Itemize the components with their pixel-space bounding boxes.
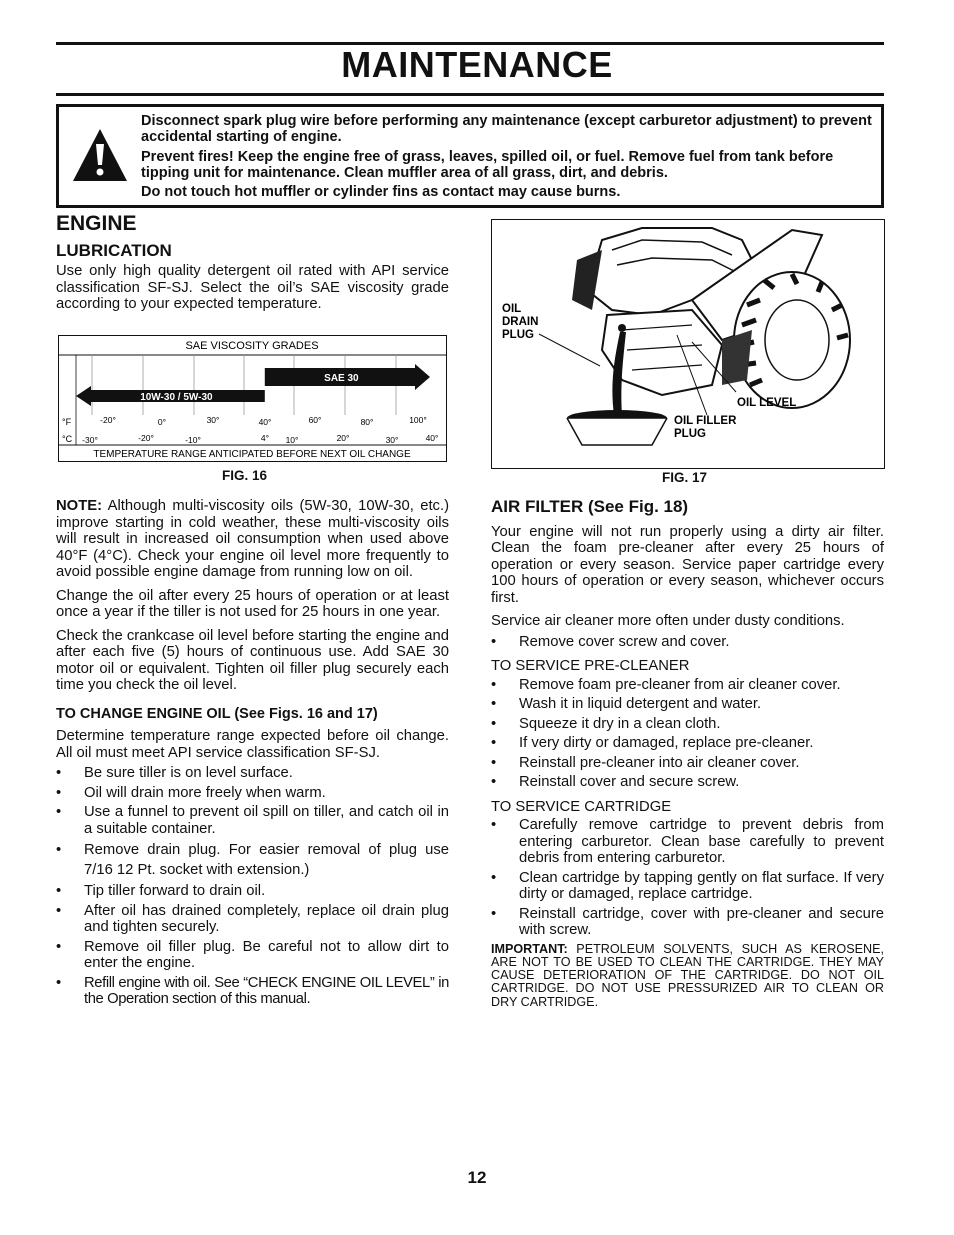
cartridge-steps bbox=[491, 817, 884, 939]
air-filter-dusty: Service air cleaner more often under dusty conditions. bbox=[491, 613, 845, 629]
celsius-unit: °C bbox=[62, 434, 73, 444]
change-interval-paragraph: Change the oil after every 25 hours of operation or at least once a year if the tiller is not used for 25 hours in one year. bbox=[56, 587, 449, 620]
fig17-frame bbox=[491, 219, 885, 469]
fahrenheit-tick-label: -20° bbox=[100, 415, 116, 425]
fahrenheit-tick-label: 40° bbox=[258, 417, 272, 427]
fahrenheit-tick-label: 100° bbox=[409, 415, 427, 425]
left-column-top bbox=[56, 212, 449, 320]
viscosity-chart bbox=[58, 335, 447, 462]
list-item: • Carefully remove cartridge to prevent debris from entering carburetor. Clean base carefully to prevent debris from entering carburetor. bbox=[491, 817, 884, 867]
list-item: • Remove foam pre-cleaner from air cleaner cover. bbox=[491, 677, 884, 694]
fig16-caption: FIG. 16 bbox=[222, 468, 268, 483]
note-label: NOTE: bbox=[56, 498, 103, 514]
chart-xlabel: TEMPERATURE RANGE ANTICIPATED BEFORE NEXT OIL CHANGE bbox=[93, 449, 411, 460]
celsius-tick-label: 40° bbox=[425, 433, 439, 443]
air-filter-first-steps bbox=[491, 634, 884, 651]
change-oil-heading: TO CHANGE ENGINE OIL (See Figs. 16 and 17) bbox=[56, 705, 378, 722]
air-filter-intro: Your engine will not run properly using a dirty air filter. Clean the foam pre-cleaner after every 25 hours of operation or every season. Service paper cartridge every 100 hours of operation or every season, whichever occurs first. bbox=[491, 523, 884, 606]
cartridge-heading: TO SERVICE CARTRIDGE bbox=[491, 798, 672, 815]
label-oil-filler-2: PLUG bbox=[674, 428, 706, 440]
list-item: • Remove oil filler plug. Be careful not to allow dirt to enter the engine. bbox=[56, 939, 449, 972]
label-oil-drain-1: OIL bbox=[502, 303, 522, 315]
list-item: • Refill engine with oil. See “CHECK ENGINE OIL LEVEL” in the Operation section of this manual. bbox=[56, 975, 449, 1008]
warning-text-3: Do not touch hot muffler or cylinder fins as contact may cause burns. bbox=[141, 184, 621, 200]
note-paragraph bbox=[56, 498, 449, 581]
celsius-tick-label: -20° bbox=[138, 433, 154, 443]
pre-cleaner-heading: TO SERVICE PRE-CLEANER bbox=[491, 658, 690, 674]
fahrenheit-tick-label: 0° bbox=[157, 417, 167, 427]
celsius-tick-label: 30° bbox=[385, 435, 399, 445]
celsius-tick-label: 10° bbox=[285, 435, 299, 445]
celsius-tick-label: 20° bbox=[336, 433, 350, 443]
celsius-tick-label: -30° bbox=[82, 435, 98, 445]
list-item: • After oil has drained completely, replace oil drain plug and tighten securely. bbox=[56, 903, 449, 936]
list-item: • Reinstall pre-cleaner into air cleaner cover. bbox=[491, 755, 884, 772]
tiller-oil-drain-illustration bbox=[492, 220, 884, 468]
warning-text-1: Disconnect spark plug wire before performing any maintenance (except carburetor adjustment) to prevent accidental starting of engine. bbox=[141, 113, 872, 145]
label-oil-level: OIL LEVEL bbox=[737, 397, 797, 409]
label-oil-drain-3: PLUG bbox=[502, 329, 534, 341]
important-text: PETROLEUM SOLVENTS, SUCH AS KEROSENE, ARE NOT TO BE USED TO CLEAN THE CARTRIDGE. THEY MAY CAUSE DETERIORATION OF THE CARTRIDGE. DO NOT OIL CARTRIDGE. DO NOT USE PRESSURIZED AIR TO CLEAN OR DRY CARTRIDGE. bbox=[491, 941, 884, 1009]
page-title: MAINTENANCE bbox=[341, 44, 613, 85]
warning-box bbox=[56, 104, 884, 208]
check-level-paragraph: Check the crankcase oil level before starting the engine and after each five (5) hours of continuous use. Add SAE 30 motor oil or equivalent. Tighten oil filler plug securely each time you check the oil level. bbox=[56, 627, 449, 693]
lubrication-intro: Use only high quality detergent oil rated with API service classification SF-SJ. Select the oil’s SAE viscosity grade according to your expected temperature. bbox=[56, 263, 449, 312]
celsius-tick-label: 4° bbox=[260, 433, 270, 443]
list-item: • Squeeze it dry in a clean cloth. bbox=[491, 716, 884, 733]
bar-label-10w30-5w30: 10W-30 / 5W-30 bbox=[140, 392, 213, 403]
air-filter-heading: AIR FILTER (See Fig. 18) bbox=[491, 497, 689, 516]
list-item: • Tip tiller forward to drain oil. bbox=[56, 883, 449, 900]
bar-label-sae30: SAE 30 bbox=[324, 373, 359, 384]
list-item: • Oil will drain more freely when warm. bbox=[56, 785, 449, 802]
left-column-body bbox=[56, 498, 449, 1011]
important-note bbox=[491, 943, 884, 1009]
important-label: IMPORTANT: bbox=[491, 941, 568, 956]
pre-cleaner-steps bbox=[491, 677, 884, 791]
fahrenheit-tick-label: 30° bbox=[206, 415, 220, 425]
change-oil-steps bbox=[56, 765, 449, 1008]
fahrenheit-tick-label: 60° bbox=[308, 415, 322, 425]
note-text: Although multi-viscosity oils (5W-30, 10W-30, etc.) improve starting in cold weather, these multi-viscosity oils will result in increased oil consumption when used above 40°F (4°C). Check your engine oil level more frequently to avoid possible engine damage from running low on oil. bbox=[56, 498, 449, 580]
fahrenheit-unit: °F bbox=[62, 417, 72, 427]
section-heading-engine: ENGINE bbox=[56, 212, 137, 235]
list-item: • If very dirty or damaged, replace pre-cleaner. bbox=[491, 735, 884, 752]
celsius-tick-label: -10° bbox=[185, 435, 201, 445]
list-item: • Remove cover screw and cover. bbox=[491, 634, 884, 651]
list-item: • Be sure tiller is on level surface. bbox=[56, 765, 449, 782]
list-item: • Use a funnel to prevent oil spill on tiller, and catch oil in a suitable container. bbox=[56, 804, 449, 837]
label-oil-drain-2: DRAIN bbox=[502, 316, 539, 328]
warning-icon bbox=[71, 127, 129, 185]
label-oil-filler-1: OIL FILLER bbox=[674, 415, 737, 427]
warning-text-2: Prevent fires! Keep the engine free of grass, leaves, spilled oil, or fuel. Remove fuel from tank before tipping unit for maintenance. Clean muffler area of all grass, dirt, and debris. bbox=[141, 149, 834, 181]
list-item: • Reinstall cartridge, cover with pre-cleaner and secure with screw. bbox=[491, 906, 884, 939]
chart-title: SAE VISCOSITY GRADES bbox=[185, 340, 319, 352]
title-rule bbox=[56, 93, 884, 96]
fahrenheit-tick-label: 80° bbox=[360, 417, 374, 427]
change-oil-intro: Determine temperature range expected before oil change. All oil must meet API service classification SF-SJ. bbox=[56, 728, 449, 761]
fig17-caption: FIG. 17 bbox=[662, 470, 708, 485]
list-item: • Clean cartridge by tapping gently on flat surface. If very dirty or damaged, replace cartridge. bbox=[491, 870, 884, 903]
page-number: 12 bbox=[467, 1168, 487, 1187]
subheading-lubrication: LUBRICATION bbox=[56, 240, 172, 260]
right-column-body bbox=[491, 499, 884, 1016]
list-item: • Remove drain plug. For easier removal of plug use 7/16 12 Pt. socket with extension.) bbox=[56, 840, 449, 880]
list-item: • Wash it in liquid detergent and water. bbox=[491, 696, 884, 713]
list-item: • Reinstall cover and secure screw. bbox=[491, 774, 884, 791]
